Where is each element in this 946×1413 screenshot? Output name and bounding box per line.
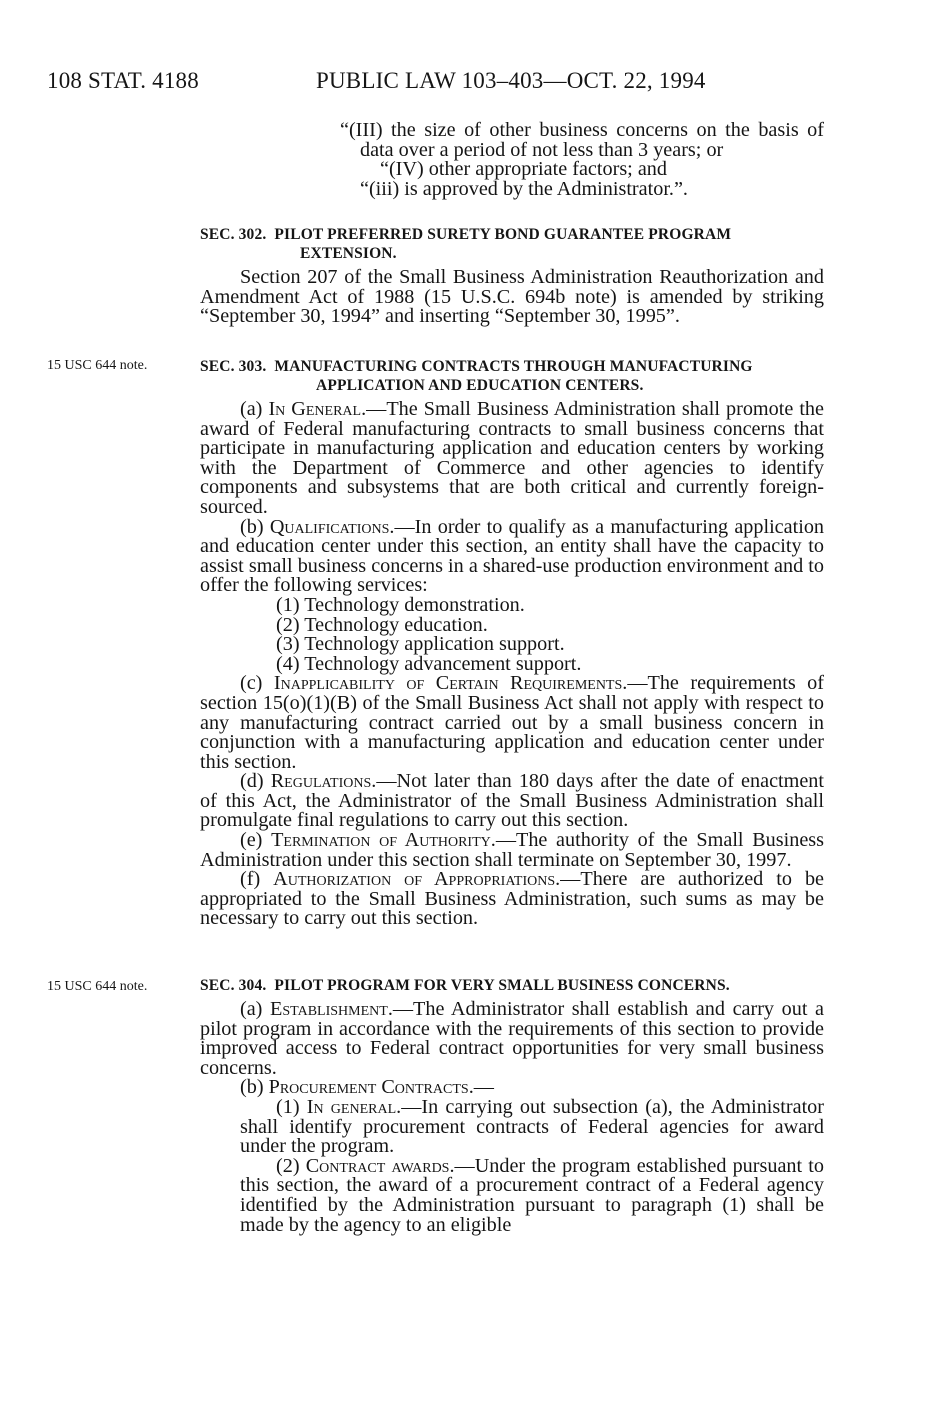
sec304-a-label: (a): [240, 998, 263, 1020]
service-item: (4) Technology advancement support.: [276, 652, 582, 675]
sec303-a-text: .—The Small Business Administration shall promote the award of Federal manufacturing contracts to small business concerns that participate in manufacturing application and education centers by working with the Department of Commerce and other agencies to identify components and subsystems that are both critical and currently foreign-sourced.: [200, 398, 824, 518]
sec303-d-heading: Regulations: [270, 770, 372, 793]
sec303-a-label: (a): [240, 398, 263, 420]
sec304-b2-label: (2): [276, 1154, 300, 1177]
sec304-b2-heading: Contract awards: [305, 1154, 450, 1177]
section-302-text: Section 207 of the Small Business Administration Reauthorization and Amendment Act of 1988 (15 U.S.C. 694b note) is amended by striking “September 30, 1994” and inserting “September 30, 1995”.: [200, 266, 824, 328]
section-303-body: [200, 400, 824, 929]
section-303-heading: [200, 357, 824, 395]
sec304-b-text: .—: [468, 1076, 494, 1099]
sec303-b-label: (b): [240, 515, 264, 538]
sec303-subsection-d: [200, 772, 824, 831]
page-header-public-law: PUBLIC LAW 103–403—OCT. 22, 1994: [316, 68, 706, 93]
sec303-subsection-e: [200, 831, 824, 870]
sec304-a-heading: Establishment: [270, 998, 388, 1020]
section-302-heading: [200, 225, 824, 263]
clause-III: “(III) the size of other business concerns on the basis of data over a period of not less than 3 years; or: [340, 119, 824, 161]
sec303-e-label: (e): [240, 829, 263, 852]
section-303-number: SEC. 303.: [200, 358, 267, 375]
section-302-body: [200, 268, 824, 327]
sec303-subsection-f: [200, 870, 824, 929]
section-302-title-line2: EXTENSION.: [300, 245, 397, 262]
sec303-c-text: .—The requirements of section 15(o)(1)(B) of the Small Business Act shall not apply with respect to any manufacturing contract carried out by a small business concern in conjunction with a manufacturing application and education center under this section.: [200, 672, 825, 773]
section-304-heading: [200, 976, 824, 995]
sec303-a-heading: In General: [268, 398, 362, 420]
sec304-b1-label: (1): [276, 1095, 300, 1118]
sec303-e-heading: Termination of Authority: [271, 829, 491, 852]
sec303-e-text: .—The authority of the Small Business Administration under this section shall terminate on September 30, 1997.: [200, 829, 824, 871]
sec303-d-text: .—Not later than 180 days after the date of enactment of this Act, the Administrator of the Small Business Administration shall promulgate final regulations to carry out this section.: [200, 770, 825, 832]
section-303-title-line1: MANUFACTURING CONTRACTS THROUGH MANUFACTURING: [274, 358, 753, 375]
sec304-paragraph-1: [200, 1095, 824, 1158]
sec303-c-heading: Inapplicability of Certain Requirements: [273, 672, 623, 695]
sec303-f-label: (f): [240, 868, 261, 891]
sec304-a-text: .—The Administrator shall establish and carry out a pilot program in accordance with the requirements of this section to provide improved access to Federal contract opportunities for very small business concerns.: [200, 998, 825, 1079]
section-304-body: [200, 1000, 824, 1235]
sec303-b-text: .—In order to qualify as a manufacturing application and education center under this section, an entity shall have the capacity to assist small business concerns in a shared-use production environment and to offer the following services:: [200, 515, 825, 597]
service-item: (2) Technology education.: [276, 613, 488, 636]
sec304-b-heading: Procurement Contracts: [268, 1076, 469, 1099]
service-item: (1) Technology demonstration.: [276, 593, 525, 616]
sec304-b-label: (b): [240, 1076, 264, 1099]
section-302-number: SEC. 302.: [200, 226, 267, 243]
section-302-title-line1: PILOT PREFERRED SURETY BOND GUARANTEE PROGRAM: [274, 226, 732, 243]
sec304-b1-heading: In general: [306, 1095, 397, 1118]
sec304-b2-text: .—Under the program established pursuant to this section, the award of a procurement contract of a Federal agency identified by the Administration pursuant to paragraph (1) shall be made by the agency to an eligible: [240, 1154, 824, 1236]
page-header-statute-cite: 108 STAT. 4188: [47, 68, 199, 93]
section-304-number: SEC. 304.: [200, 977, 267, 994]
sec304-b1-text: .—In carrying out subsection (a), the Administrator shall identify procurement contracts of Federal agencies for award under the program.: [240, 1095, 824, 1158]
sec303-b-heading: Qualifications: [269, 515, 390, 538]
clause-IV: “(IV) other appropriate factors; and: [380, 158, 667, 181]
sec303-subsection-b: [200, 515, 825, 597]
sec303-subsection-c: [200, 674, 824, 772]
sec304-paragraph-2: [200, 1154, 824, 1236]
section-303-title-line2: APPLICATION AND EDUCATION CENTERS.: [316, 377, 644, 394]
sec303-subsection-a: [200, 400, 824, 518]
sec303-c-label: (c): [240, 672, 263, 695]
sec304-subsection-a: [200, 1000, 824, 1078]
sec303-d-label: (d): [240, 770, 264, 793]
service-item: (3) Technology application support.: [276, 633, 565, 656]
margin-note-sec304: 15 USC 644 note.: [47, 979, 148, 994]
clause-iii: “(iii) is approved by the Administrator.”.: [360, 177, 688, 200]
margin-note-sec303: 15 USC 644 note.: [47, 358, 148, 373]
continuation-block: [200, 121, 824, 199]
sec303-f-text: .—There are authorized to be appropriated to the Small Business Administration, such sums as may be necessary to carry out this section.: [200, 868, 825, 930]
sec303-f-heading: Authorization of Appropriations: [273, 868, 556, 891]
section-304-title-line1: PILOT PROGRAM FOR VERY SMALL BUSINESS CONCERNS.: [274, 977, 730, 994]
